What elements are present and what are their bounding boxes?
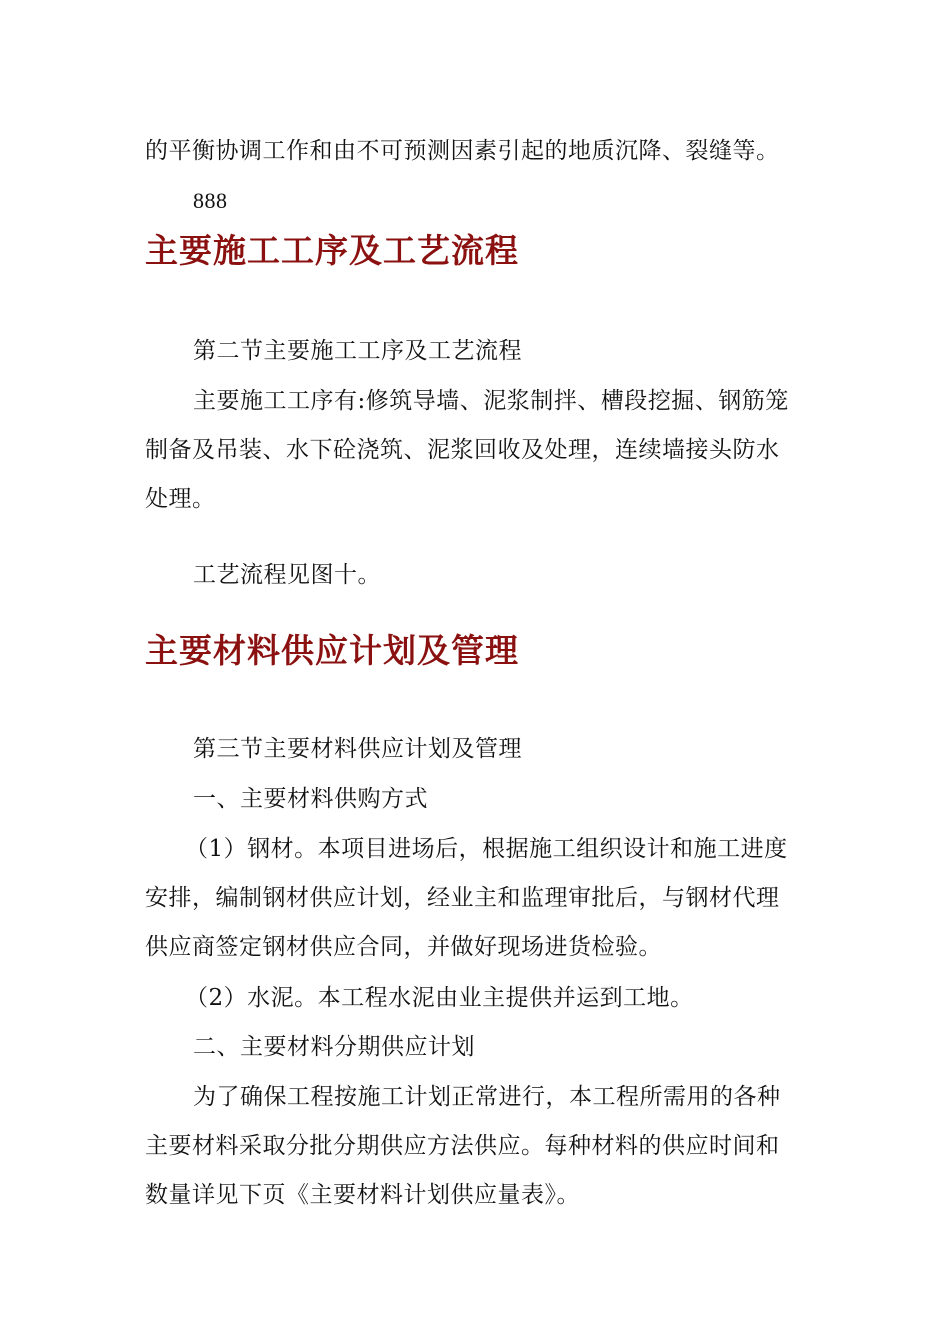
- continuation-text: 的平衡协调工作和由不可预测因素引起的地质沉降、裂缝等。: [145, 138, 780, 164]
- paragraph-line: 处理。: [145, 486, 216, 512]
- subsection-heading: 二、主要材料分期供应计划: [193, 1034, 475, 1060]
- page-number-text: 888: [193, 188, 228, 213]
- paragraph-line: 制备及吊装、水下砼浇筑、泥浆回收及处理，连续墙接头防水: [145, 437, 780, 463]
- list-item-line: （1）钢材。本项目进场后，根据施工组织设计和施工进度: [185, 836, 788, 862]
- subsection-heading: 一、主要材料供购方式: [193, 786, 428, 812]
- paragraph-line: 主要材料采取分批分期供应方法供应。每种材料的供应时间和: [145, 1133, 780, 1159]
- list-item-line: （2）水泥。本工程水泥由业主提供并运到工地。: [185, 985, 694, 1011]
- paragraph-line: 为了确保工程按施工计划正常进行，本工程所需用的各种: [193, 1084, 781, 1110]
- list-item-line: 供应商签定钢材供应合同，并做好现场进货检验。: [145, 934, 662, 960]
- list-item-line: 安排，编制钢材供应计划，经业主和监理审批后，与钢材代理: [145, 885, 780, 911]
- section-3-title: 第三节主要材料供应计划及管理: [193, 736, 522, 762]
- section-heading-materials: 主要材料供应计划及管理: [145, 631, 519, 670]
- paragraph-line: 工艺流程见图十。: [193, 562, 381, 588]
- section-2-title: 第二节主要施工工序及工艺流程: [193, 338, 522, 364]
- paragraph-line: 主要施工工序有:修筑导墙、泥浆制拌、槽段挖掘、钢筋笼: [193, 388, 789, 414]
- paragraph-line: 数量详见下页《主要材料计划供应量表》。: [145, 1182, 580, 1208]
- section-heading-process: 主要施工工序及工艺流程: [145, 231, 519, 270]
